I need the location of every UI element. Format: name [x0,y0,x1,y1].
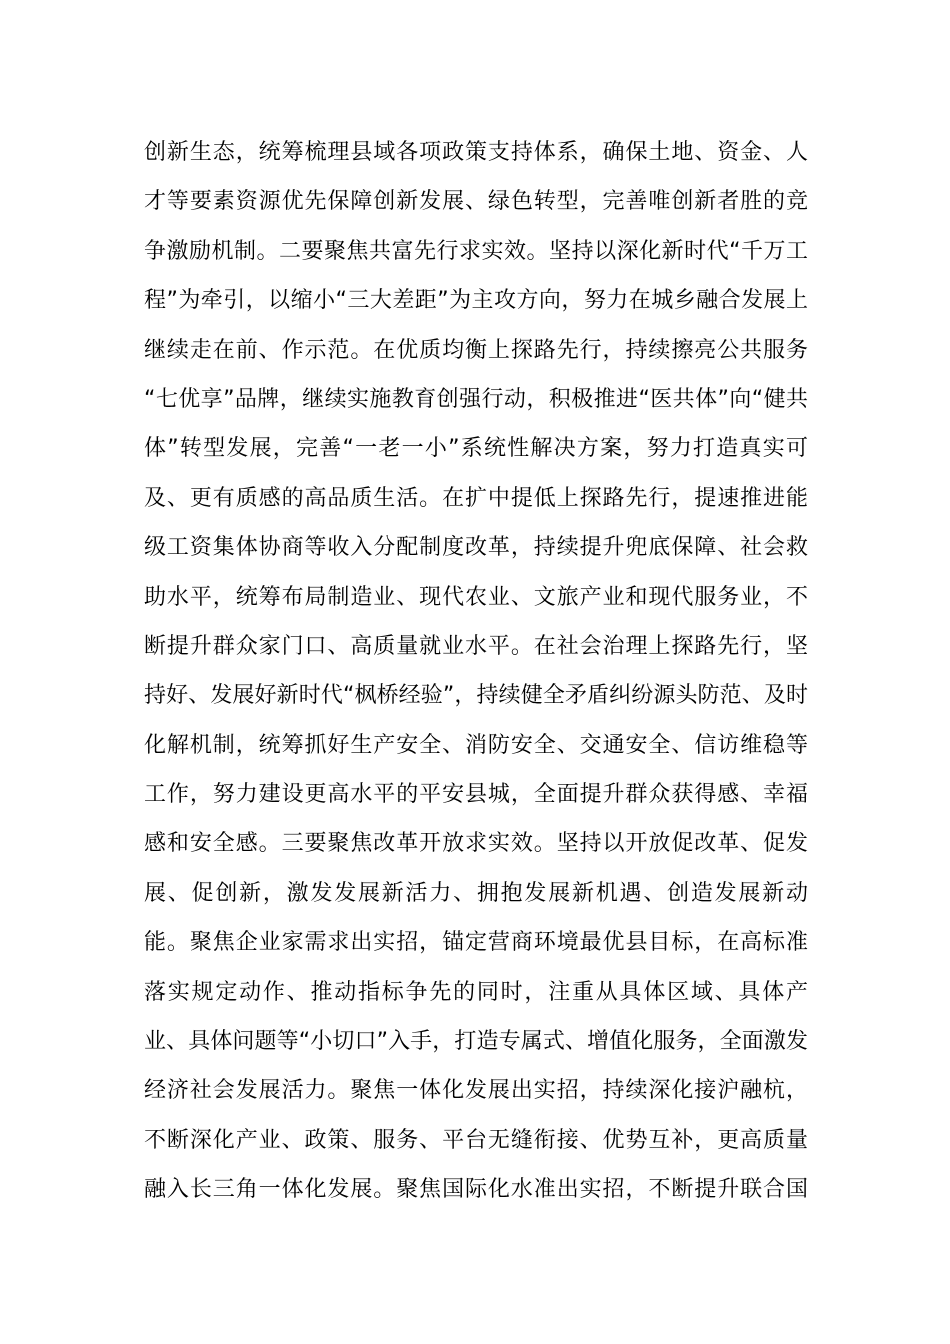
text-line-2: 才等要素资源优先保障创新发展、绿色转型，完善唯创新者胜的竞 [144,189,808,215]
text-line-18: 落实规定动作、推动指标争先的同时，注重从具体区域、具体产 [144,979,808,1005]
text-line-11: 断提升群众家门口、高质量就业水平。在社会治理上探路先行，坚 [144,633,808,659]
text-line-10: 助水平，统筹布局制造业、现代农业、文旅产业和现代服务业，不 [144,584,808,610]
text-line-6: “七优享”品牌，继续实施教育创强行动，积极推进“医共体”向“健共 [144,386,808,412]
text-line-19: 业、具体问题等“小切口”入手，打造专属式、增值化服务，全面激发 [144,1029,808,1055]
text-line-8: 及、更有质感的高品质生活。在扩中提低上探路先行，提速推进能 [144,485,808,511]
text-line-15: 感和安全感。三要聚焦改革开放求实效。坚持以开放促改革、促发 [144,831,808,857]
text-line-20: 经济社会发展活力。聚焦一体化发展出实招，持续深化接沪融杭， [144,1078,808,1104]
text-line-9: 级工资集体协商等收入分配制度改革，持续提升兜底保障、社会救 [144,535,808,561]
text-line-16: 展、促创新，激发发展新活力、拥抱发展新机遇、创造发展新动 [144,880,808,906]
text-line-13: 化解机制，统筹抓好生产安全、消防安全、交通安全、信访维稳等 [144,732,808,758]
text-line-4: 程”为牵引，以缩小“三大差距”为主攻方向，努力在城乡融合发展上 [144,288,808,314]
text-line-21: 不断深化产业、政策、服务、平台无缝衔接、优势互补，更高质量 [144,1127,808,1153]
text-line-5: 继续走在前、作示范。在优质均衡上探路先行，持续擦亮公共服务 [144,337,808,363]
text-line-14: 工作，努力建设更高水平的平安县城，全面提升群众获得感、幸福 [144,782,808,808]
text-line-12: 持好、发展好新时代“枫桥经验”，持续健全矛盾纠纷源头防范、及时 [144,683,808,709]
text-line-22: 融入长三角一体化发展。聚焦国际化水准出实招，不断提升联合国 [144,1177,808,1203]
body-paragraph [144,128,808,1215]
text-line-1: 创新生态，统筹梳理县域各项政策支持体系，确保土地、资金、人 [144,140,808,165]
text-line-17: 能。聚焦企业家需求出实招，锚定营商环境最优县目标，在高标准 [144,930,808,956]
text-line-7: 体”转型发展，完善“一老一小”系统性解决方案，努力打造真实可 [144,436,808,462]
text-line-3: 争激励机制。二要聚焦共富先行求实效。坚持以深化新时代“千万工 [144,238,808,264]
